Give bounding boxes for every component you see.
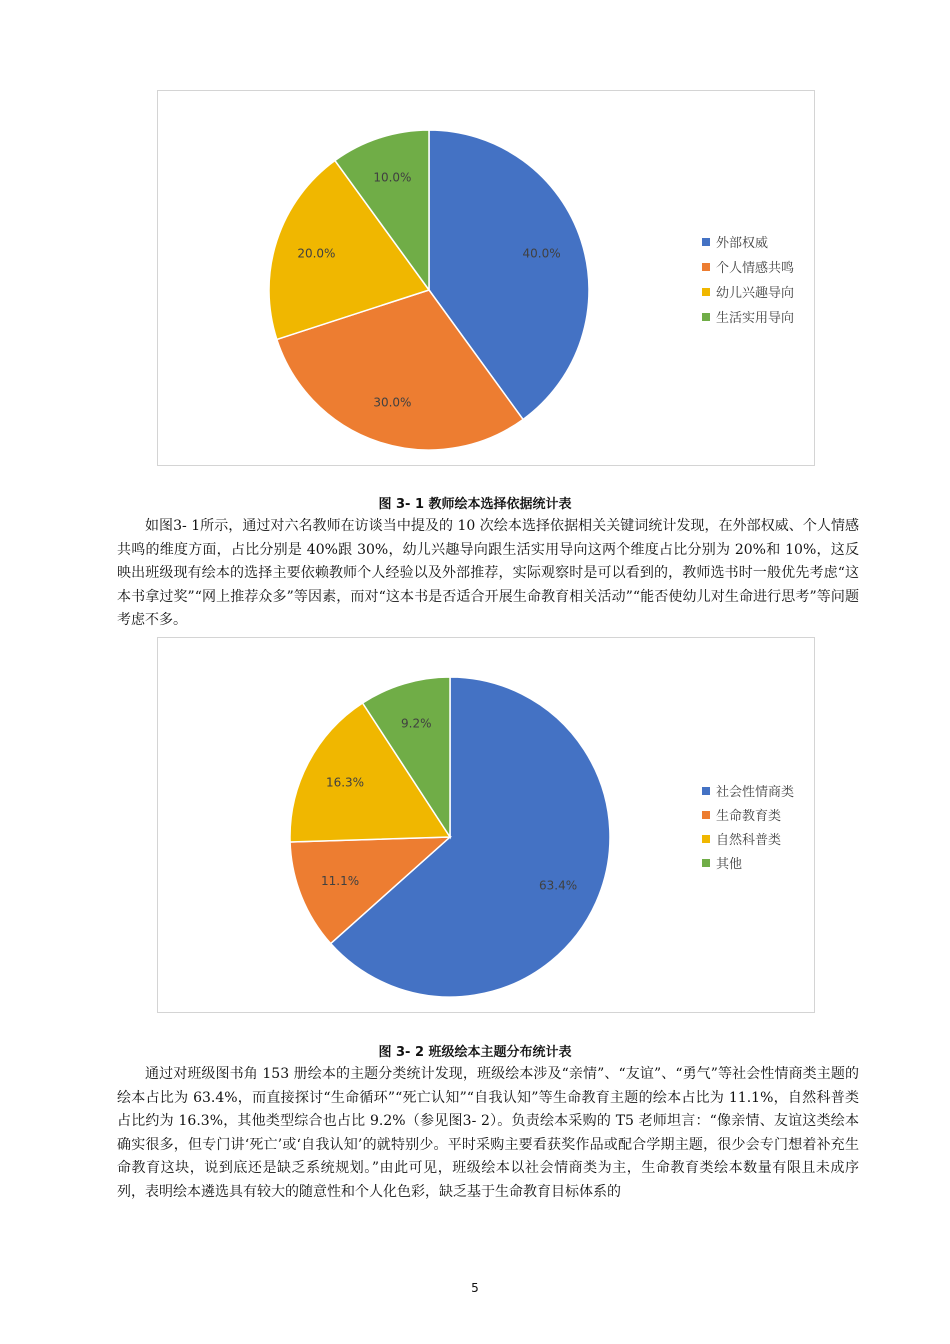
chart-2-data-label-3: 9.2% (401, 716, 432, 731)
chart-2-svg (158, 638, 816, 1014)
chart-1-legend-swatch-1 (702, 263, 710, 271)
figure-2-caption: 图 3- 2 班级绘本主题分布统计表 (378, 1045, 572, 1060)
paragraph-1: 如图3- 1所示，通过对六名教师在访谈当中提及的 10 次绘本选择依据相关关键词统计发现，在外部权威、个人情感共鸣的维度方面，占比分别是 40%跟 30%，幼儿兴趣导向跟生活实用导向这两个维度占比分别为 20%和 10%，这反映出班级现有绘本的选择主要依赖教师个人经验以及外部推荐，实际观察时是可以看到的，教师选书时一般优先考虑“这本书拿过奖”“网上推荐众多”等因素，而对“这本书是否适合开展生命教育相关活动”“能否使幼儿对生命进行思考”等问题考虑不多。 (117, 518, 859, 628)
chart-1-legend-label-3: 生活实用导向 (716, 311, 795, 326)
paragraph-2: 通过对班级图书角 153 册绘本的主题分类统计发现，班级绘本涉及“亲情”、“友谊”、“勇气”等社会性情商类主题的绘本占比为 63.4%，而直接探讨“生命循环”“死亡认知”“自我认知”等生命教育主题的绘本占比为 11.1%，自然科普类占比约为 16.3%，其他类型综合也占比 9.2%（参见图3- 2）。负责绘本采购的 T5 老师坦言：“像亲情、友谊这类绘本确实很多，但专门讲‘死亡’或‘自我认知’的就特别少。平时采购主要看获奖作品或配合学期主题，很少会专门想着补充生命教育这块，说到底还是缺乏系统规划。”由此可见，班级绘本以社会情商类为主，生命教育类绘本数量有限且未成序列，表明绘本遴选具有较大的随意性和个人化色彩，缺乏基于生命教育目标体系的 (117, 1066, 859, 1200)
chart-1-data-label-2: 20.0% (297, 246, 336, 261)
chart-1-legend-label-0: 外部权威 (716, 236, 769, 251)
chart-2-frame (157, 637, 815, 1013)
chart-1-data-label-0: 40.0% (522, 246, 561, 261)
chart-1-legend-label-1: 个人情感共鸣 (716, 261, 795, 276)
chart-2-legend-swatch-0 (702, 787, 710, 795)
chart-1-legend-swatch-0 (702, 238, 710, 246)
chart-1-legend-swatch-2 (702, 288, 710, 296)
chart-1-legend-swatch-3 (702, 313, 710, 321)
chart-2-data-label-0: 63.4% (539, 878, 578, 893)
chart-2-legend-label-3: 其他 (716, 857, 743, 872)
chart-2-data-label-2: 16.3% (325, 775, 365, 790)
chart-1-svg (158, 91, 816, 467)
chart-2-legend-swatch-2 (702, 835, 710, 843)
chart-2-legend-swatch-1 (702, 811, 710, 819)
chart-1-frame (157, 90, 815, 466)
page-number: 5 (471, 1281, 479, 1295)
chart-1-data-label-3: 10.0% (373, 170, 412, 185)
figure-1-caption: 图 3- 1 教师绘本选择依据统计表 (378, 497, 572, 512)
chart-2-legend-label-0: 社会性情商类 (716, 785, 795, 800)
chart-2-legend-label-2: 自然科普类 (716, 833, 782, 848)
chart-2-legend-label-1: 生命教育类 (716, 809, 782, 824)
chart-2-data-label-1: 11.1% (321, 873, 360, 888)
chart-1-legend-label-2: 幼儿兴趣导向 (716, 286, 795, 301)
chart-1-data-label-1: 30.0% (373, 395, 412, 410)
chart-2-legend-swatch-3 (702, 859, 710, 867)
